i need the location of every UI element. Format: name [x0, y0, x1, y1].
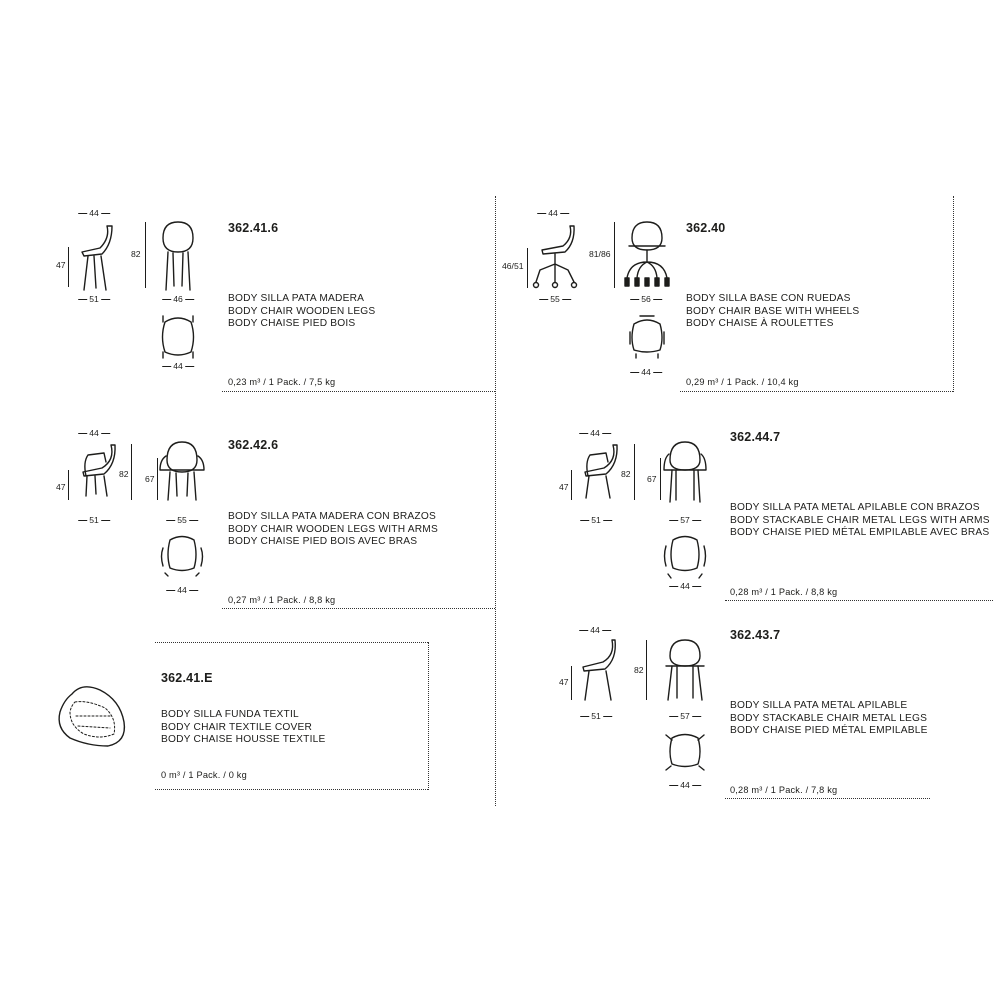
product-description — [686, 293, 859, 331]
description-en: BODY STACKABLE CHAIR METAL LEGS WITH ARMS — [730, 514, 990, 526]
dim-seat-height: 47 — [56, 482, 66, 492]
dim-total-height: 81/86 — [589, 249, 611, 259]
product-description — [228, 511, 438, 549]
dim-width: 56 — [628, 294, 664, 304]
dim-line — [614, 222, 615, 288]
dim-line — [145, 222, 146, 288]
pack-info: 0,27 m³ / 1 Pack. / 8,8 kg — [228, 595, 336, 605]
chair-side-view-wooden-legs-arms — [83, 445, 115, 496]
chair-front-view-wheels — [625, 222, 669, 286]
description-es: BODY SILLA PATA MADERA — [228, 293, 365, 304]
description-fr: BODY CHAISE PIED MÉTAL EMPILABLE AVEC BRAS — [730, 527, 990, 539]
product-code: 362.42.6 — [228, 438, 279, 452]
dim-line — [660, 458, 661, 500]
product-description — [228, 293, 375, 331]
description-fr: BODY CHAISE HOUSSE TEXTILE — [161, 734, 326, 746]
chair-top-view-metal-legs — [666, 735, 704, 771]
description-en: BODY STACKABLE CHAIR METAL LEGS — [730, 712, 928, 724]
dim-width: 57 — [667, 515, 703, 525]
dim-line — [634, 444, 635, 500]
dim-line — [646, 640, 647, 700]
chair-top-view-metal-arms — [665, 537, 706, 579]
chair-front-view-wooden-legs-arms — [160, 442, 204, 500]
pack-info: 0,28 m³ / 1 Pack. / 7,8 kg — [730, 785, 838, 795]
chair-top-view-arms — [162, 537, 203, 577]
chair-side-view-metal-legs — [583, 640, 615, 700]
dim-top-width: 44 — [577, 625, 613, 635]
dim-plan-width: 44 — [160, 361, 196, 371]
dim-seat-height: 46/51 — [502, 261, 524, 271]
product-code: 362.44.7 — [730, 430, 781, 444]
dim-width: 55 — [164, 515, 200, 525]
description-es: BODY SILLA PATA METAL APILABLE CON BRAZOS — [730, 502, 980, 513]
pack-info: 0,23 m³ / 1 Pack. / 7,5 kg — [228, 377, 336, 387]
product-code: 362.41.6 — [228, 221, 279, 235]
dim-total-height: 82 — [634, 665, 644, 675]
description-en: BODY CHAIR WOODEN LEGS — [228, 305, 376, 317]
dim-line — [571, 470, 572, 500]
description-fr: BODY CHAISE À ROULETTES — [686, 318, 834, 330]
dim-top-width: 44 — [76, 208, 112, 218]
dim-plan-width: 44 — [628, 367, 664, 377]
dim-line — [68, 470, 69, 500]
textile-cover-illustration — [59, 687, 124, 746]
dim-top-width: 44 — [76, 428, 112, 438]
dim-line — [571, 666, 572, 700]
dim-top-width: 44 — [535, 208, 571, 218]
dim-depth: 51 — [76, 515, 112, 525]
description-en: BODY CHAIR BASE WITH WHEELS — [686, 305, 860, 317]
product-code: 362.40 — [686, 221, 726, 235]
description-fr: BODY CHAISE PIED BOIS — [228, 318, 356, 330]
dim-seat-height: 47 — [559, 677, 569, 687]
description-en: BODY CHAIR WOODEN LEGS WITH ARMS — [228, 523, 438, 535]
pack-info: 0,28 m³ / 1 Pack. / 8,8 kg — [730, 587, 838, 597]
chair-top-view — [163, 316, 194, 358]
chair-side-view-metal-arms — [585, 445, 617, 498]
dim-depth: 55 — [537, 294, 573, 304]
product-description — [730, 700, 928, 738]
dim-total-height: 82 — [621, 469, 631, 479]
dim-plan-width: 44 — [164, 585, 200, 595]
product-code: 362.41.E — [161, 671, 213, 685]
dim-line — [131, 444, 132, 500]
dim-plan-width: 44 — [667, 581, 703, 591]
product-description — [161, 709, 325, 747]
pack-info: 0,29 m³ / 1 Pack. / 10,4 kg — [686, 377, 799, 387]
description-es: BODY SILLA BASE CON RUEDAS — [686, 293, 851, 304]
dim-arm-height: 67 — [145, 474, 155, 484]
description-es: BODY SILLA PATA METAL APILABLE — [730, 700, 908, 711]
dim-total-height: 82 — [119, 469, 129, 479]
product-description — [730, 502, 990, 540]
dim-width: 57 — [667, 711, 703, 721]
description-fr: BODY CHAISE PIED BOIS AVEC BRAS — [228, 536, 418, 548]
description-en: BODY CHAIR TEXTILE COVER — [161, 721, 313, 733]
dim-seat-height: 47 — [56, 260, 66, 270]
chair-front-view-metal-legs — [666, 640, 704, 700]
dim-depth: 51 — [578, 515, 614, 525]
dim-line — [157, 458, 158, 500]
dim-line — [68, 247, 69, 287]
chair-top-view-wheels — [630, 316, 664, 358]
chair-front-view-wooden-legs — [163, 222, 193, 290]
dim-total-height: 82 — [131, 249, 141, 259]
pack-info: 0 m³ / 1 Pack. / 0 kg — [161, 770, 247, 780]
product-code: 362.43.7 — [730, 628, 781, 642]
dim-line — [527, 248, 528, 288]
dim-depth: 51 — [76, 294, 112, 304]
dim-depth: 51 — [578, 711, 614, 721]
description-es: BODY SILLA PATA MADERA CON BRAZOS — [228, 511, 436, 522]
dim-top-width: 44 — [577, 428, 613, 438]
dim-width: 46 — [160, 294, 196, 304]
dim-plan-width: 44 — [667, 780, 703, 790]
chair-side-view-wooden-legs — [82, 226, 112, 290]
description-es: BODY SILLA FUNDA TEXTIL — [161, 709, 299, 720]
chair-front-view-metal-arms — [664, 442, 706, 502]
chair-side-view-wheels — [534, 226, 577, 288]
description-fr: BODY CHAISE PIED MÉTAL EMPILABLE — [730, 725, 928, 737]
dim-seat-height: 47 — [559, 482, 569, 492]
dim-arm-height: 67 — [647, 474, 657, 484]
